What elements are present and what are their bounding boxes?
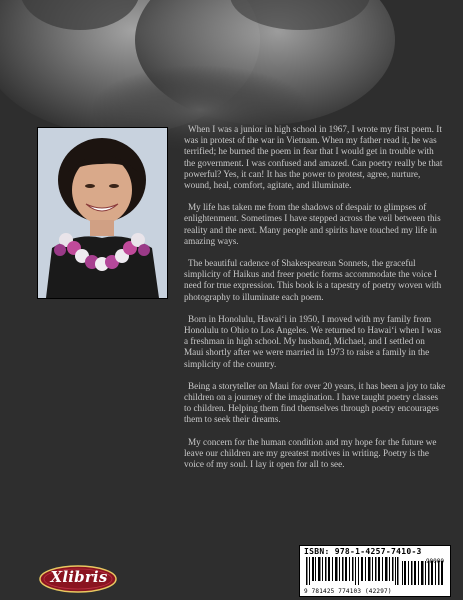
author-photo [37,127,168,299]
bio-paragraph: My life has taken me from the shadows of despair to glimpses of enlightenment. Sometimes I have stepped across the veil between this reality and the next. Many people and spirits have touched my life in amazing ways. [184,202,441,246]
bio-paragraph: The beautiful cadence of Shakespearean Sonnets, the graceful simplicity of Haikus and freer poetic forms accommodate the voice I need for true expression. This book is a tapestry of poetry woven with photography to illuminate each poem. [184,258,442,302]
bio-paragraph: When I was a junior in high school in 1967, I wrote my first poem. It was in protest of the war in Vietnam. When my father read it, he was terrified; he burned the poem in fear that I would get in trouble with the government. I was confused and amazed. Can poetry really be that powerful? Yes, it can! It has the power to protest, agree, nurture, wound, heal, comfort, agitate, and illuminate. [184,124,443,191]
xlibris-logo-text: Xlibris [50,568,108,586]
bio-paragraph: Being a storyteller on Maui for over 20 years, it has been a joy to take children on a journey of the imagination. I have taught poetry classes to children. Helping them find themselves through poetry encourages them to seek their dreams. [184,380,446,425]
barcode-digits: 9 781425 774103 (42297) [304,588,392,595]
isbn-barcode [299,545,451,597]
barcode-bars [306,557,444,585]
bio-text [184,124,446,481]
isbn-label: ISBN: 978-1-4257-7410-3 [304,547,422,556]
bio-paragraph: My concern for the human condition and my hope for the future we leave our children are my greatest motives in writing. Poetry is the voice of my soul. I lay it open for all to see. [184,436,437,470]
bio-paragraph: Born in Honolulu, Hawai‘i in 1950, I moved with my family from Honolulu to Ohio to Los Angeles. We returned to Hawai‘i when I was a freshman in high school. My husband, Michael, and I settled on Maui shortly after we were married in 1973 to raise a family in the simplicity of the country. [184,313,442,369]
price-code: 90000 [425,558,444,565]
